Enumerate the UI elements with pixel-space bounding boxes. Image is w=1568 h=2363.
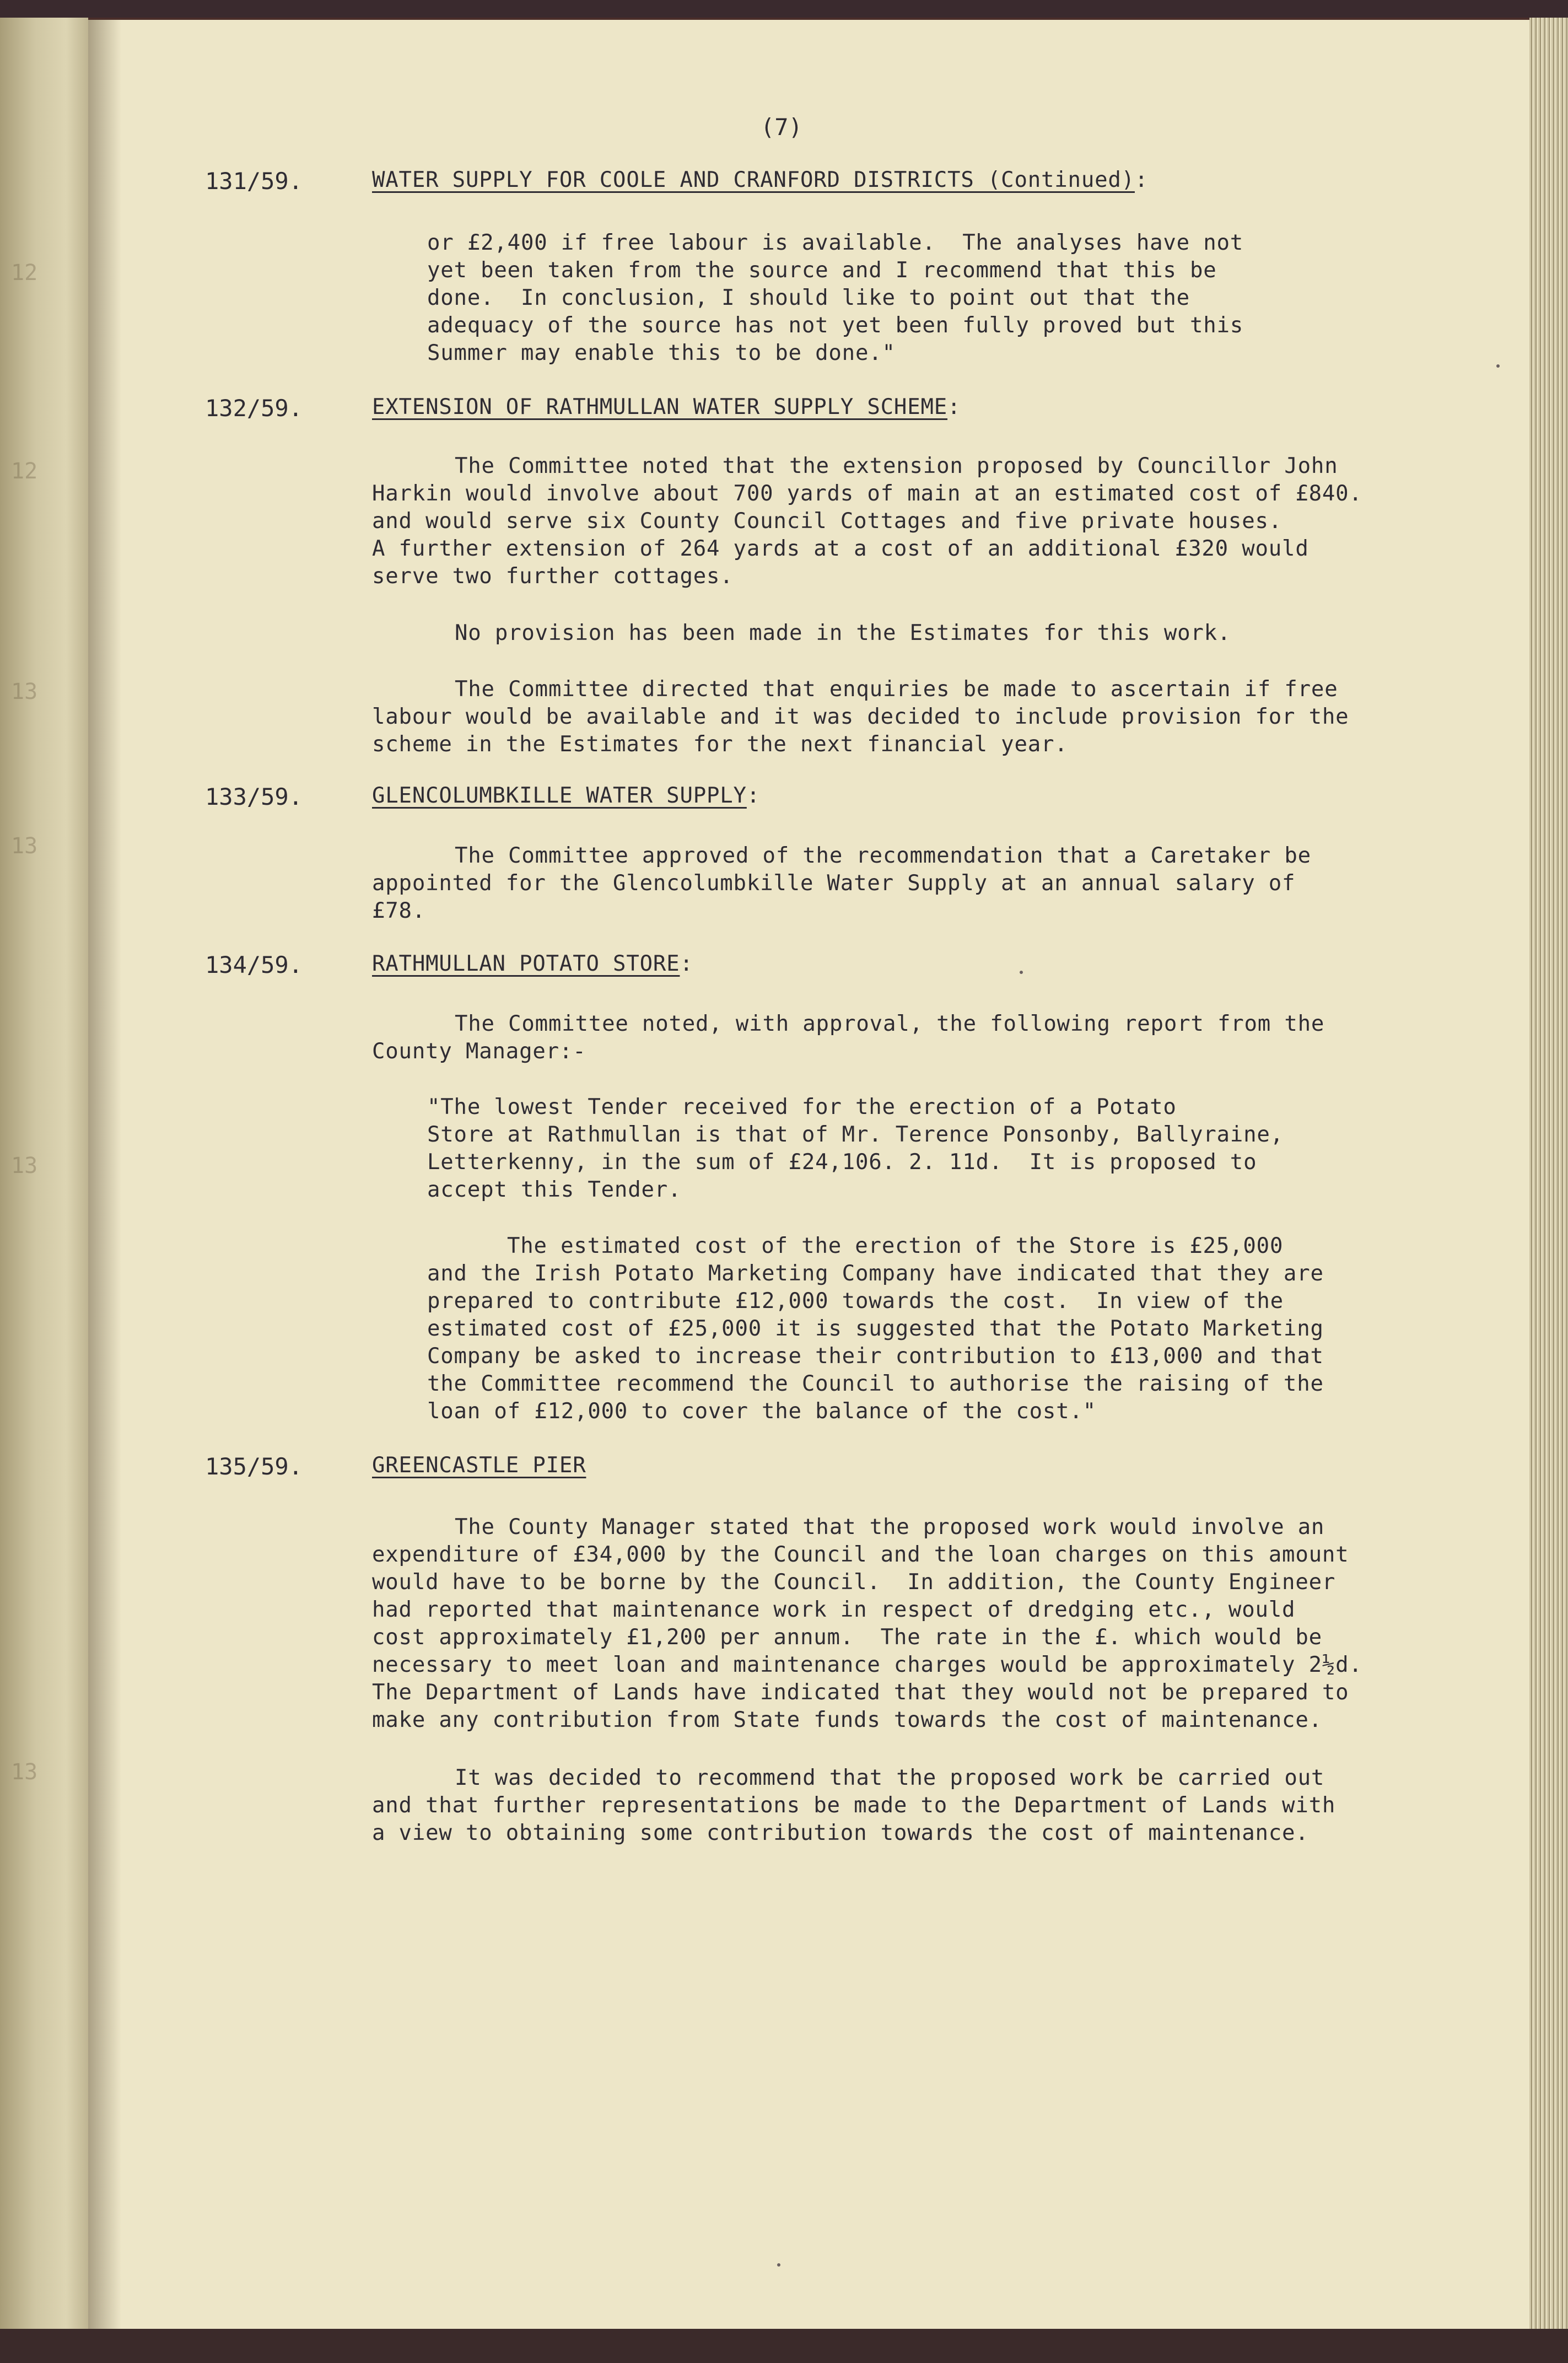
- quoted-line: Store at Rathmullan is that of Mr. Terence Ponsonby, Ballyraine,: [427, 1122, 1284, 1147]
- text-line: Summer may enable this to be done.": [427, 341, 896, 365]
- text-line: A further extension of 264 yards at a cost of an additional £320 would: [372, 536, 1309, 561]
- text-line: The Department of Lands have indicated that they would not be prepared to: [372, 1680, 1349, 1705]
- text-line: would have to be borne by the Council. In addition, the County Engineer: [372, 1570, 1336, 1595]
- text-line: yet been taken from the source and I recommend that this be: [427, 258, 1217, 283]
- section-heading-text: GREENCASTLE PIER: [372, 1453, 586, 1478]
- quoted-line: Letterkenny, in the sum of £24,106. 2. 11d. It is proposed to: [427, 1150, 1257, 1175]
- section-heading-text: GLENCOLUMBKILLE WATER SUPPLY: [372, 783, 747, 808]
- paper-speck: [1020, 971, 1023, 974]
- text-line: The Committee approved of the recommendation that a Caretaker be: [455, 843, 1311, 868]
- text-line: scheme in the Estimates for the next financial year.: [372, 732, 1068, 757]
- quoted-line: loan of £12,000 to cover the balance of the cost.": [427, 1399, 1096, 1424]
- text-line: labour would be available and it was decided to include provision for the: [372, 704, 1349, 729]
- section-heading: [372, 168, 1148, 192]
- text-line: The Committee noted, with approval, the following report from the: [455, 1011, 1325, 1036]
- quoted-line: Company be asked to increase their contribution to £13,000 and that: [427, 1344, 1324, 1369]
- section-heading: [372, 951, 693, 976]
- quoted-line: "The lowest Tender received for the erection of a Potato: [427, 1095, 1177, 1119]
- section-heading-suffix: :: [1134, 168, 1149, 192]
- text-line: necessary to meet loan and maintenance charges would be approximately 2½d.: [372, 1653, 1362, 1677]
- minute-number: 132/59.: [205, 395, 303, 422]
- text-line: a view to obtaining some contribution towards the cost of maintenance.: [372, 1821, 1309, 1845]
- text-line: serve two further cottages.: [372, 564, 734, 589]
- text-line: The Committee directed that enquiries be made to ascertain if free: [455, 677, 1338, 702]
- text-line: expenditure of £34,000 by the Council and the loan charges on this amount: [372, 1542, 1349, 1567]
- bottom-background: [0, 2329, 1568, 2363]
- text-line: No provision has been made in the Estimates for this work.: [455, 621, 1231, 645]
- text-line: and that further representations be made to the Department of Lands with: [372, 1793, 1336, 1818]
- quoted-line: The estimated cost of the erection of the Store is £25,000: [507, 1234, 1284, 1258]
- minute-number: 133/59.: [205, 783, 303, 810]
- section-heading-suffix: :: [746, 783, 761, 808]
- minute-number: 131/59.: [205, 168, 303, 195]
- quoted-line: and the Irish Potato Marketing Company have indicated that they are: [427, 1261, 1324, 1286]
- text-line: appointed for the Glencolumbkille Water Supply at an annual salary of: [372, 871, 1296, 896]
- section-heading-suffix: :: [947, 395, 961, 419]
- section-heading: [372, 1453, 586, 1478]
- text-line: The Committee noted that the extension proposed by Councillor John: [455, 454, 1338, 478]
- page-number: (7): [761, 114, 802, 141]
- text-line: had reported that maintenance work in respect of dredging etc., would: [372, 1597, 1296, 1622]
- quoted-line: accept this Tender.: [427, 1177, 682, 1202]
- text-line: adequacy of the source has not yet been fully proved but this: [427, 313, 1244, 338]
- quoted-line: the Committee recommend the Council to authorise the raising of the: [427, 1371, 1324, 1396]
- quoted-line: prepared to contribute £12,000 towards the cost. In view of the: [427, 1289, 1284, 1314]
- section-heading: [372, 783, 760, 808]
- section-heading-text: EXTENSION OF RATHMULLAN WATER SUPPLY SCHEME: [372, 395, 948, 419]
- previous-page-edge: 12 12 13 13 13 13: [0, 18, 88, 2329]
- section-heading-text: RATHMULLAN POTATO STORE: [372, 951, 680, 976]
- text-line: make any contribution from State funds towards the cost of maintenance.: [372, 1708, 1322, 1732]
- section-heading-suffix: :: [680, 951, 693, 976]
- binding-shadow: [88, 20, 121, 2329]
- document-page: [88, 20, 1529, 2329]
- paper-speck: [1496, 364, 1500, 368]
- minute-number: 134/59.: [205, 951, 303, 978]
- top-background: [0, 0, 1568, 18]
- text-line: Harkin would involve about 700 yards of main at an estimated cost of £840.: [372, 481, 1362, 506]
- text-line: County Manager:-: [372, 1039, 586, 1064]
- minute-number: 135/59.: [205, 1453, 303, 1480]
- quoted-line: estimated cost of £25,000 it is suggested that the Potato Marketing: [427, 1316, 1324, 1341]
- text-line: £78.: [372, 898, 426, 923]
- section-heading-text: WATER SUPPLY FOR COOLE AND CRANFORD DISTRICTS (Continued): [372, 168, 1135, 192]
- paper-speck: [777, 2263, 780, 2267]
- text-line: cost approximately £1,200 per annum. The rate in the £. which would be: [372, 1625, 1322, 1650]
- page-stack-edge: [1529, 18, 1568, 2329]
- text-line: The County Manager stated that the proposed work would involve an: [455, 1515, 1325, 1540]
- text-line: done. In conclusion, I should like to point out that the: [427, 286, 1190, 310]
- text-line: and would serve six County Council Cottages and five private houses.: [372, 509, 1283, 534]
- text-line: It was decided to recommend that the proposed work be carried out: [455, 1765, 1325, 1790]
- section-heading: [372, 395, 961, 419]
- text-line: or £2,400 if free labour is available. The analyses have not: [427, 230, 1244, 255]
